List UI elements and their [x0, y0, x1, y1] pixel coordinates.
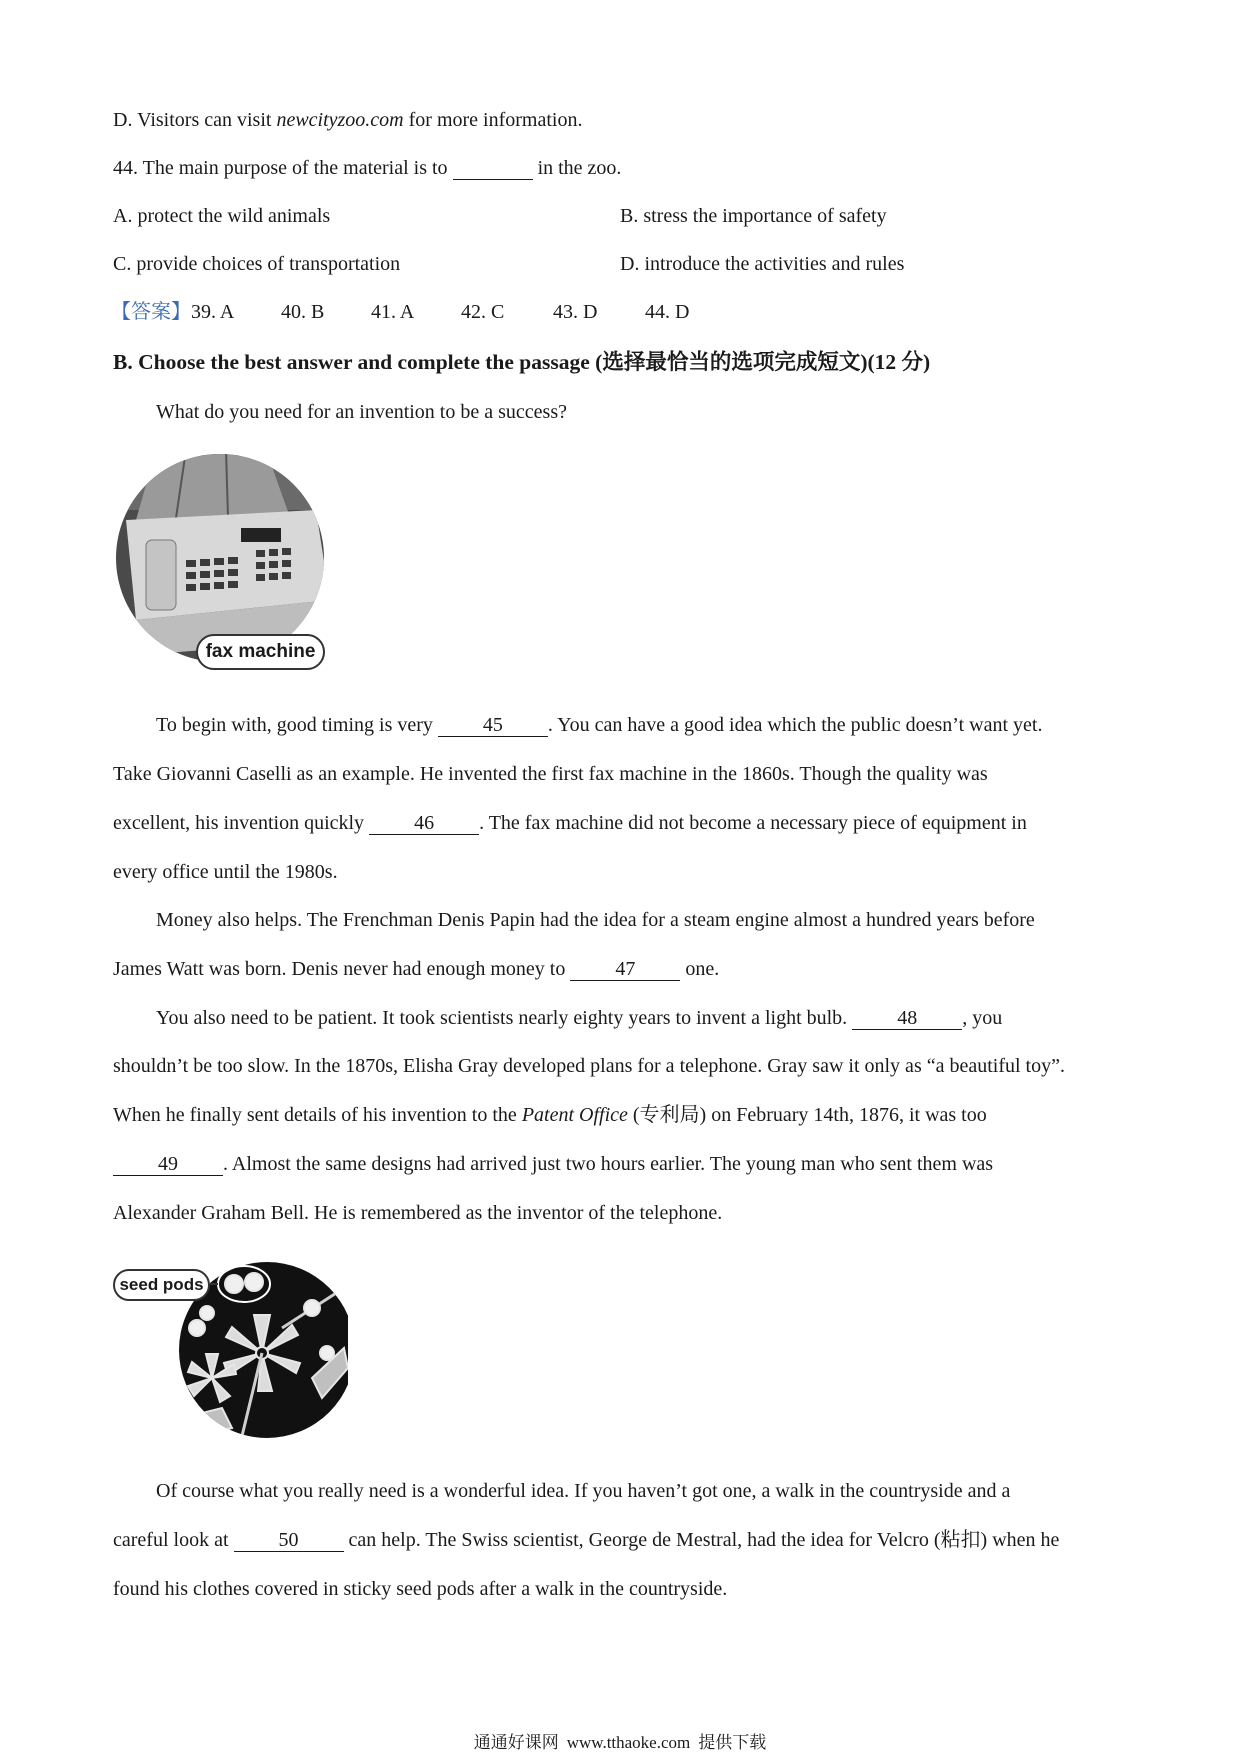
passage-text: . The fax machine did not become a necessary piece of equipment in — [479, 812, 1027, 834]
footer-action: 提供下载 — [698, 1733, 767, 1752]
passage-text: , you — [962, 1007, 1003, 1029]
passage-text: You also need to be patient. It took scientists nearly eighty years to invent a light bulb. — [156, 1007, 853, 1029]
passage-text: James Watt was born. Denis never had enough money to — [113, 958, 571, 980]
q43-option-d — [113, 106, 582, 134]
q44-stem-text: 44. The main purpose of the material is to — [113, 157, 453, 179]
q43-option-d-suffix: for more information. — [403, 109, 583, 131]
footer-site-name: 通通好课网 — [473, 1733, 559, 1752]
seed-pods-image — [112, 1258, 348, 1438]
passage-line — [113, 1101, 987, 1129]
fax-machine-image — [116, 450, 330, 676]
passage-line: Alexander Graham Bell. He is remembered as the inventor of the telephone. — [113, 1202, 723, 1224]
passage-text: . Almost the same designs had arrived just two hours earlier. The young man who sent them was — [223, 1153, 994, 1175]
passage-text: excellent, his invention quickly — [113, 812, 370, 834]
q44-option-b: B. stress the importance of safety — [620, 205, 887, 227]
passage-text: When he finally sent details of his invention to the — [113, 1104, 522, 1126]
footer-url[interactable]: www.tthaoke.com — [566, 1733, 691, 1752]
passage-text: one. — [680, 958, 720, 980]
answer-key — [111, 298, 689, 326]
passage-text: can help. The Swiss scientist, George de Mestral, had the idea for Velcro (粘扣) when he — [343, 1529, 1060, 1551]
answer-item: 42. C — [461, 301, 505, 323]
q44-option-a: A. protect the wild animals — [113, 205, 331, 227]
answer-tag: 【答案】 — [111, 301, 191, 323]
blank-47: 47 — [570, 958, 680, 981]
blank-46: 46 — [369, 812, 479, 835]
passage-line: Money also helps. The Frenchman Denis Papin had the idea for a steam engine almost a hundred years before — [156, 909, 1035, 931]
passage-line — [113, 1526, 1059, 1554]
passage-line: every office until the 1980s. — [113, 861, 338, 883]
blank-48: 48 — [852, 1007, 962, 1030]
q44-option-c: C. provide choices of transportation — [113, 253, 401, 275]
passage-line — [113, 955, 719, 983]
page-footer — [0, 1728, 1240, 1753]
passage-text: . You can have a good idea which the public doesn’t want yet. — [547, 714, 1043, 736]
q44-stem — [113, 154, 621, 182]
passage-text: careful look at — [113, 1529, 234, 1551]
seed-pods-label: seed pods — [119, 1275, 204, 1294]
passage-line: shouldn’t be too slow. In the 1870s, Elisha Gray developed plans for a telephone. Gray saw it only as “a beautiful toy”. — [113, 1055, 1065, 1077]
q44-option-d: D. introduce the activities and rules — [620, 253, 905, 275]
blank-45: 45 — [438, 714, 548, 737]
q44-blank — [453, 157, 533, 180]
passage-line: found his clothes covered in sticky seed pods after a walk in the countryside. — [113, 1578, 728, 1600]
section-b-intro: What do you need for an invention to be a success? — [156, 401, 567, 423]
section-b-heading: B. Choose the best answer and complete the passage (选择最恰当的选项完成短文)(12 分) — [113, 350, 931, 374]
fax-machine-label: fax machine — [205, 641, 316, 662]
passage-line: Take Giovanni Caselli as an example. He invented the first fax machine in the 1860s. Though the quality was — [113, 763, 988, 785]
blank-50: 50 — [234, 1529, 344, 1552]
answer-item: 40. B — [281, 301, 325, 323]
answer-item: 44. D — [645, 301, 690, 323]
passage-text: To begin with, good timing is very — [156, 714, 438, 736]
passage-line — [113, 1150, 993, 1178]
patent-office-term: Patent Office — [521, 1104, 628, 1126]
answer-item: 43. D — [553, 301, 598, 323]
passage-line: Of course what you really need is a wonderful idea. If you haven’t got one, a walk in the countryside and a — [156, 1480, 1011, 1502]
q44-stem-end: in the zoo. — [532, 157, 622, 179]
passage-line — [156, 711, 1042, 739]
q43-option-d-prefix: D. Visitors can visit — [113, 109, 277, 131]
zoo-website: newcityzoo.com — [276, 109, 404, 131]
answer-item: 39. A — [191, 301, 235, 323]
blank-49: 49 — [113, 1153, 223, 1176]
passage-line — [156, 1004, 1002, 1032]
answer-item: 41. A — [371, 301, 415, 323]
passage-line — [113, 809, 1027, 837]
passage-text: (专利局) on February 14th, 1876, it was too — [627, 1104, 987, 1126]
